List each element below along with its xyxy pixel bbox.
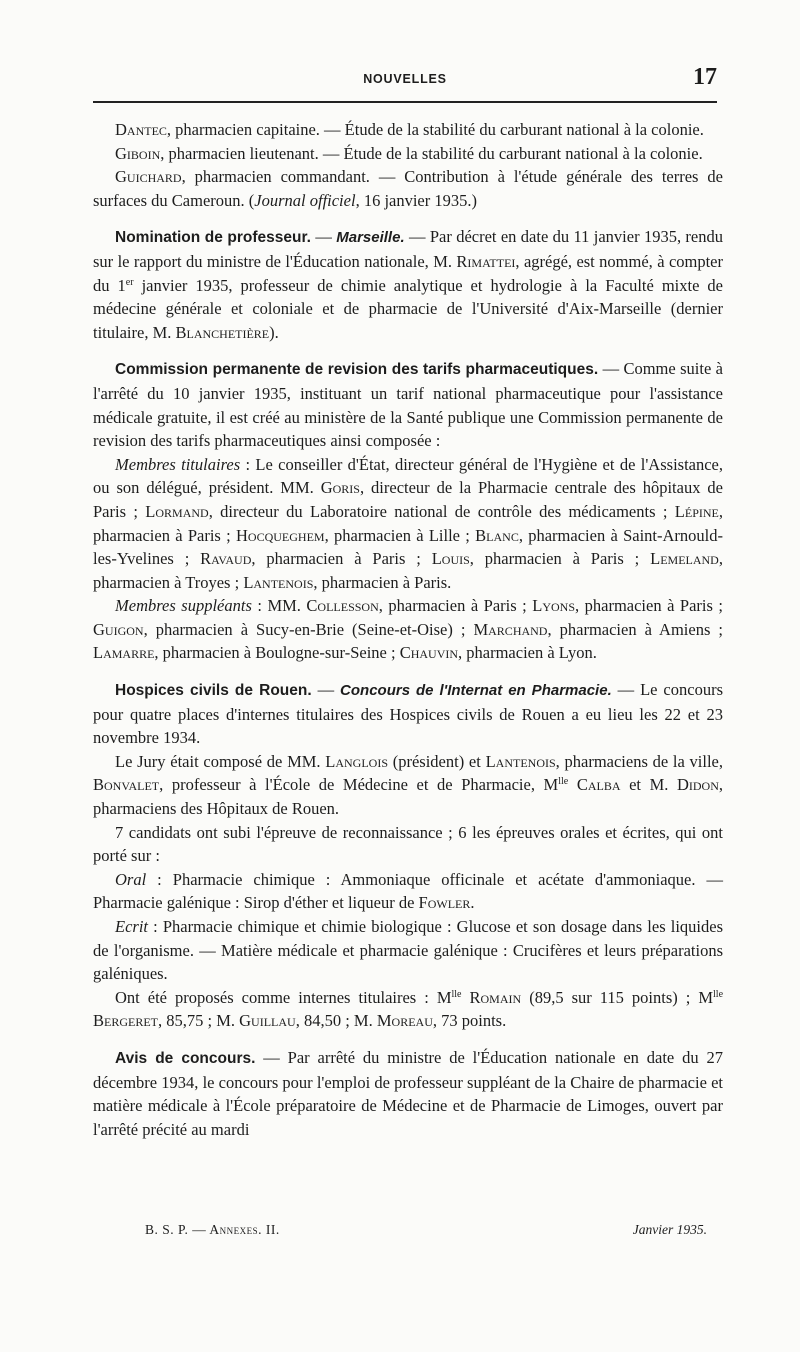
person-name: Lépine xyxy=(674,501,719,521)
exam-label: Ecrit xyxy=(115,917,148,936)
jury-paragraph: Le Jury était composé de MM. Langlois (président) et Lantenois, pharmaciens de la ville, Bonvalet, professeur à l'École de Médecine et de Pharmacie, $M^{lle}$ Calba et M. Didon, pharmaciens des Hôpitaux de Rouen. xyxy=(93,751,723,819)
person-name: Guillau xyxy=(239,1011,296,1031)
person-name: Calba xyxy=(576,775,621,795)
oral-paragraph: Oral : Pharmacie chimique : Ammoniaque officinale et acétate d'ammoniaque. — Pharmacie galénique : Sirop d'éther et liqueur de Fowler. xyxy=(93,869,723,913)
citation-date: , 16 janvier 1935.) xyxy=(355,190,477,210)
person-name: Marchand xyxy=(473,619,548,639)
superscript: lle xyxy=(713,988,724,1000)
person-name: Hocqueghem xyxy=(236,525,325,545)
hospices-paragraph: Hospices civils de Rouen. — Concours de l'Internat en Pharmacie. — Le concours pour quatre places d'internes titulaires des Hospices civils de Rouen a eu lieu les 22 et 23 novembre 1934. xyxy=(93,680,723,748)
person-name: Blanchetière xyxy=(175,322,270,342)
person-name: Lyons xyxy=(532,596,576,616)
person-name: Lormand xyxy=(145,501,209,521)
footer-source: B. S. P. — Annexes. II. xyxy=(145,1222,280,1237)
person-name: Romain xyxy=(469,987,522,1007)
suppleants-paragraph: Membres suppléants : MM. Collesson, pharmacien à Paris ; Lyons, pharmacien à Paris ; Guigon, pharmacien à Sucy-en-Brie (Seine-et-Oise) ; Marchand, pharmacien à Amiens ; Lamarre, pharmacien à Boulogne-sur-Seine ; Chauvin, pharmacien à Lyon. xyxy=(93,596,723,663)
entry-text: , pharmacien commandant. — Contribution à l'étude générale des terres de surfaces du Cameroun. ( xyxy=(93,167,723,210)
superscript: lle xyxy=(558,776,569,788)
person-name: Guichard xyxy=(115,167,182,187)
page-footer xyxy=(145,1222,707,1246)
person-name: Guigon xyxy=(93,619,144,639)
members-label: Membres suppléants xyxy=(115,596,252,616)
person-name: Langlois xyxy=(325,751,389,771)
person-name: Goris xyxy=(320,478,360,498)
superscript: lle xyxy=(451,988,462,1000)
page-number: 17 xyxy=(693,64,717,90)
candidates-paragraph: 7 candidats ont subi l'épreuve de reconnaissance ; 6 les épreuves orales et écrites, qui ont porté sur : xyxy=(93,822,723,866)
person-name: Bonvalet xyxy=(93,775,160,795)
proposed-paragraph: Ont été proposés comme internes titulaires : $M^{lle}$ Romain (89,5 sur 115 points) ; $M^{lle}$ Bergeret, 85,75 ; M. Guillau, 84,50 ; M. Moreau, 73 points. xyxy=(93,987,724,1031)
person-name: Chauvin xyxy=(399,643,459,663)
journal-citation: Journal officiel xyxy=(254,190,356,210)
avis-paragraph: Avis de concours. — Par arrêté du ministre de l'Éducation nationale en date du 27 décembre 1934, le concours pour l'emploi de professeur suppléant de la Chaire de pharmacie et matière médicale à l'École préparatoire de Médecine et de Pharmacie de Limoges, ouvert par l'arrêté précité au mardi xyxy=(93,1047,723,1139)
ecrit-paragraph: Ecrit : Pharmacie chimique et chimie biologique : Glucose et son dosage dans les liquides de l'organisme. — Matière médicale et pharmacie galénique : Crucifères et leurs préparations galéniques. xyxy=(93,917,723,984)
section-heading: Avis de concours. xyxy=(115,1049,256,1067)
person-name: Dantec xyxy=(115,120,167,139)
city-heading: Marseille. xyxy=(336,229,405,247)
titulaires-paragraph: Membres titulaires : Le conseiller d'État, directeur général de l'Hygiène et de l'Assistance, ou son délégué, président. MM. Goris, directeur de la Pharmacie centrale des hôpitaux de Paris ; Lormand, directeur du Laboratoire national de contrôle des médicaments ; Lépine, pharmacien à Paris ; Hocqueghem, pharmacien à Lille ; Blanc, pharmacien à Saint-Arnould-les-Yvelines ; Ravaud, pharmacien à Paris ; Louis, pharmacien à Paris ; Lemeland, pharmacien à Troyes ; Lantenois, pharmacien à Paris. xyxy=(93,454,724,592)
entry-guichard xyxy=(93,165,723,212)
entry-text: , pharmacien lieutenant. — Étude de la stabilité du carburant national à la colonie. xyxy=(160,143,703,163)
article-body xyxy=(93,118,723,1141)
section-subheading: Concours de l'Internat en Pharmacie. xyxy=(340,682,612,700)
running-header xyxy=(93,62,717,102)
nomination-paragraph: Nomination de professeur. — Marseille. — Par décret en date du 11 janvier 1935, rendu sur le rapport du ministre de l'Éducation nationale, M. Rimattei, agrégé, est nommé, à compter du 1er janvier 1935, professeur de chimie analytique et hydrologie à la Faculté mixte de médecine générale et coloniale et de pharmacie de l'Université d'Aix-Marseille (dernier titulaire, M. Blanchetière). xyxy=(93,227,724,342)
person-name: Lantenois xyxy=(243,572,314,592)
person-name: Moreau xyxy=(376,1011,433,1031)
person-name: Giboin xyxy=(115,143,161,163)
header-rule xyxy=(93,101,717,103)
entry-text: , pharmacien capitaine. — Étude de la stabilité du carburant national à la colonie. xyxy=(166,120,704,139)
section-title: NOUVELLES xyxy=(363,72,447,86)
footer-date: Janvier 1935. xyxy=(632,1222,707,1237)
person-name: Ravaud xyxy=(200,549,252,569)
exam-label: Oral xyxy=(115,869,147,889)
person-name: Lemeland xyxy=(650,549,719,569)
person-name: Lantenois xyxy=(485,751,556,771)
person-name: Didon xyxy=(676,775,719,795)
members-label: Membres titulaires xyxy=(115,454,241,474)
person-name: Rimattei xyxy=(456,251,516,271)
person-name: Blanc xyxy=(475,525,519,545)
person-name: Fowler xyxy=(418,893,471,913)
person-name: Louis xyxy=(431,549,470,569)
section-heading: Commission permanente de revision des tarifs pharmaceutiques. xyxy=(115,361,599,379)
person-name: Lamarre xyxy=(93,643,155,663)
superscript: er xyxy=(125,276,134,288)
section-heading: Hospices civils de Rouen. xyxy=(115,682,312,700)
person-name: Bergeret xyxy=(93,1011,158,1031)
entry-dantec xyxy=(93,118,723,142)
commission-paragraph: Commission permanente de revision des tarifs pharmaceutiques. — Comme suite à l'arrêté du 10 janvier 1935, instituant un tarif national pharmaceutique pour l'assistance médicale gratuite, il est créé au ministère de la Santé publique une Commission permanente de revision des tarifs pharmaceutiques ainsi composée : xyxy=(93,359,724,451)
person-name: Collesson xyxy=(306,596,379,616)
section-heading: Nomination de professeur. xyxy=(115,229,311,247)
entry-giboin xyxy=(93,142,723,166)
